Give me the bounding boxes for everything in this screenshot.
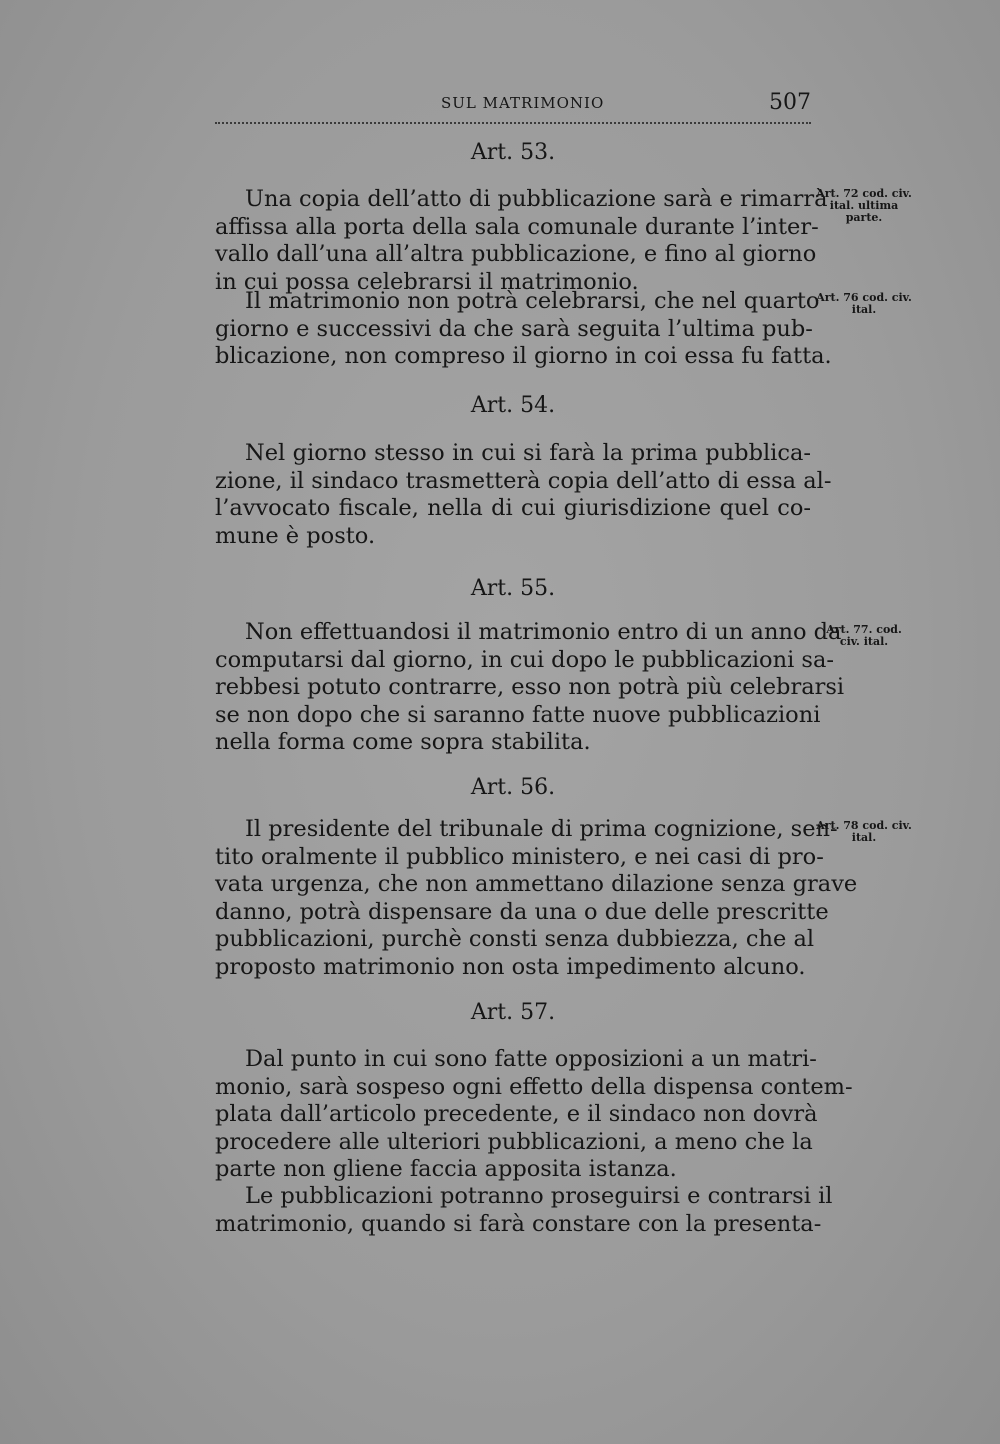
text-line: blicazione, non compreso il giorno in coi essa fu fatta.: [215, 343, 832, 369]
text-line: se non dopo che si saranno fatte nuove pubblicazioni: [215, 701, 821, 728]
text-line: Nel giorno stesso in cui si farà la prima pubblica-: [245, 440, 811, 466]
text-line: nella forma come sopra stabilita.: [215, 729, 591, 755]
margin-note: Art. 78 cod. civ. ital.: [816, 819, 912, 844]
article-54-heading: Art. 54.: [470, 393, 556, 418]
text-line: Una copia dell’atto di pubblicazione sarà e rimarrà: [245, 186, 828, 212]
margin-note: Art. 72 cod. civ. ital. ultima parte.: [816, 187, 912, 224]
article-57-paragraph-1: [215, 1046, 853, 1184]
text-line: proposto matrimonio non osta impedimento alcuno.: [215, 953, 806, 980]
text-line: vata urgenza, che non ammettano dilazione senza grave: [215, 871, 858, 897]
margin-note: Art. 77. cod. civ. ital.: [826, 623, 902, 648]
text-line: zione, il sindaco trasmetterà copia dell’atto di essa al-: [215, 467, 832, 494]
text-line: Il matrimonio non potrà celebrarsi, che nel quarto: [245, 288, 820, 314]
text-line: rebbesi potuto contrarre, esso non potrà più celebrarsi: [215, 674, 845, 700]
text-line: monio, sarà sospeso ogni effetto della dispensa contem-: [215, 1073, 853, 1100]
text-line: computarsi dal giorno, in cui dopo le pubblicazioni sa-: [215, 646, 834, 673]
text-line: affissa alla porta della sala comunale durante l’inter-: [215, 213, 819, 240]
text-line: mune è posto.: [215, 522, 376, 549]
page-number: 507: [769, 90, 811, 115]
article-57-paragraph-2: [215, 1183, 833, 1238]
article-56-heading: Art. 56.: [470, 775, 556, 800]
text-line: tito oralmente il pubblico ministero, e nei casi di pro-: [215, 843, 824, 870]
running-title: SUL MATRIMONIO: [441, 94, 605, 112]
running-header: [215, 92, 811, 124]
text-line: giorno e successivi da che sarà seguita l’ultima pub-: [215, 315, 813, 342]
article-55-heading: Art. 55.: [470, 576, 556, 601]
text-line: matrimonio, quando si farà constare con la presenta-: [215, 1210, 822, 1237]
text-line: danno, potrà dispensare da una o due delle prescritte: [215, 898, 829, 925]
text-line: Dal punto in cui sono fatte opposizioni a un matri-: [245, 1046, 817, 1072]
article-53-paragraph-1: [215, 186, 828, 296]
text-line: parte non gliene faccia apposita istanza.: [215, 1156, 677, 1182]
text-line: plata dall’articolo precedente, e il sindaco non dovrà: [215, 1101, 818, 1127]
article-53-paragraph-2: [215, 288, 832, 371]
text-line: l’avvocato fiscale, nella di cui giurisdizione quel co-: [215, 495, 811, 521]
text-line: vallo dall’una all’altra pubblicazione, e fino al giorno: [215, 241, 817, 267]
text-line: procedere alle ulteriori pubblicazioni, a meno che la: [215, 1128, 813, 1155]
margin-note: Art. 76 cod. civ. ital.: [816, 291, 912, 316]
text-line: Il presidente del tribunale di prima cognizione, sen-: [245, 816, 838, 842]
text-line: Non effettuandosi il matrimonio entro di un anno da: [245, 619, 842, 645]
text-line: Le pubblicazioni potranno proseguirsi e contrarsi il: [245, 1183, 833, 1209]
article-54-paragraph-1: [215, 440, 832, 550]
article-55-paragraph-1: [215, 619, 845, 757]
text-line: in cui possa celebrarsi il matrimonio.: [215, 268, 639, 295]
article-53-heading: Art. 53.: [470, 140, 556, 165]
text-line: pubblicazioni, purchè consti senza dubbiezza, che al: [215, 926, 815, 952]
article-56-paragraph-1: [215, 816, 858, 981]
article-57-heading: Art. 57.: [470, 1000, 556, 1025]
